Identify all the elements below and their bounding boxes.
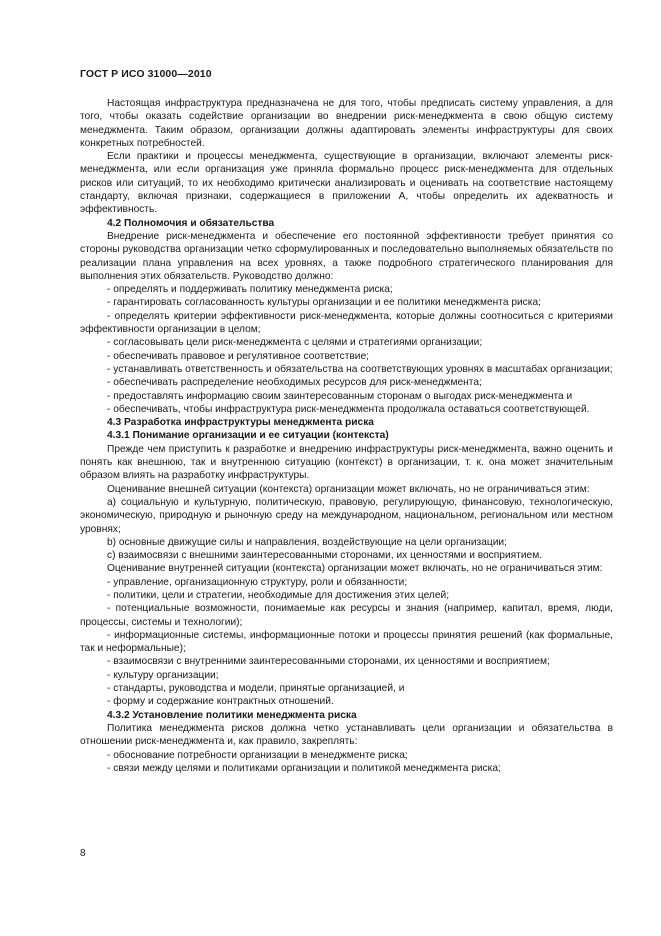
list-item: - управление, организационную структуру, роли и обязанности; [107, 576, 408, 588]
list-item: - определять и поддерживать политику менеджмента риска; [107, 284, 393, 296]
list-item: - взаимосвязи с внутренними заинтересованными сторонами, их ценностями и восприятием; [107, 656, 550, 668]
list-item: - информационные системы, информационные потоки и процессы принятия решений (как формальные, так и неформальные); [80, 629, 613, 655]
paragraph: Оценивание внешней ситуации (контекста) организации может включать, но не ограничиваться этим: [107, 483, 590, 495]
list-item: - форму и содержание контрактных отношений. [107, 696, 334, 708]
section-heading: 4.2 Полномочия и обязательства [107, 217, 275, 229]
list-item: - гарантировать согласованность культуры организации и ее политики менеджмента риска; [107, 297, 541, 309]
section-heading: 4.3 Разработка инфраструктуры менеджмента риска [107, 417, 374, 429]
paragraph: Политика менеджмента рисков должна четко устанавливать цели организации и обязательства в отношении риск-менеджмента и, как правило, закреплять: [80, 722, 613, 748]
list-item: - политики, цели и стратегии, необходимые для достижения этих целей; [107, 589, 450, 601]
list-item: - культуру организации; [107, 669, 219, 681]
list-item: - обоснование потребности организации в менеджменте риска; [107, 749, 408, 761]
list-item: - согласовывать цели риск-менеджмента с целями и стратегиями организации; [107, 337, 483, 349]
list-item: - связи между целями и политиками организации и политикой менеджмента риска; [107, 762, 501, 774]
list-item: - потенциальные возможности, понимаемые как ресурсы и знания (например, капитал, время, люди, процессы, системы и технологии); [80, 603, 613, 628]
document-header: ГОСТ Р ИСО 31000—2010 [80, 68, 212, 80]
section-heading: 4.3.1 Понимание организации и ее ситуации (контекста) [107, 430, 389, 442]
paragraph: Настоящая инфраструктура предназначена не для того, чтобы предписать систему управления, а для того, чтобы оказать содействие организации во внедрении риск-менеджмента в свою общую систему менеджмента. Таким образом, организации должны адаптировать элементы инфраструктуры для своих конкретных потребностей. [80, 98, 613, 149]
paragraph: Внедрение риск-менеджмента и обеспечение его постоянной эффективности требует принятия со стороны руководства организации четко сформулированных и последовательно выполняемых обязательств по реализации плана управления на всех уровнях, а также подробного стратегического планирования для выполнения этих обязательств. Руководство должно: [80, 230, 613, 282]
list-item: - обеспечивать распределение необходимых ресурсов для риск-менеджмента; [107, 377, 482, 389]
paragraph: Оценивание внутренней ситуации (контекста) организации может включать, но не ограничиваться этим: [107, 563, 603, 575]
list-item: - стандарты, руководства и модели, принятые организацией, и [107, 683, 405, 695]
paragraph: Если практики и процессы менеджмента, существующие в организации, включают элементы риск-менеджмента, или если организация уже приняла формально процесс риск-менеджмента для отдельных рисков или ситуаций, то их необходимо критически анализировать и оценивать на соответствие настоящему стандарту, включая признаки, содержащиеся в приложении А, чтобы определить их адекватность и эффективность. [80, 151, 613, 216]
list-item: b) основные движущие силы и направления, воздействующие на цели организации; [107, 536, 507, 548]
section-heading: 4.3.2 Установление политики менеджмента риска [107, 709, 357, 721]
list-item: - предоставлять информацию своим заинтересованным сторонам о выгодах риск-менеджмента и [107, 390, 573, 402]
list-item: - устанавливать ответственность и обязательства на соответствующих уровнях в масштабах организации; [107, 363, 613, 375]
page-number: 8 [80, 848, 86, 859]
list-item: - обеспечивать правовое и регулятивное соответствие; [107, 350, 369, 362]
list-item: - обеспечивать, чтобы инфраструктура риск-менеджмента продолжала оставаться соответствующей. [107, 403, 590, 415]
document-body [80, 97, 613, 775]
list-item: a) социальную и культурную, политическую, правовую, регулирующую, финансовую, технологическую, экономическую, природную и рыночную среду на международном, национальном, региональном или местном уровнях; [80, 496, 613, 535]
list-item: - определять критерии эффективности риск-менеджмента, которые должны соотноситься с критериями эффективности организации в целом; [80, 310, 613, 336]
paragraph: Прежде чем приступить к разработке и внедрению инфраструктуры риск-менеджмента, важно оценить и понять как внешнюю, так и внутреннюю ситуацию (контекст) в организации, т. к. она может значительным образом влиять на разработку инфраструктуры. [80, 443, 613, 482]
list-item: c) взаимосвязи с внешними заинтересованными сторонами, их ценностями и восприятием. [107, 550, 543, 562]
